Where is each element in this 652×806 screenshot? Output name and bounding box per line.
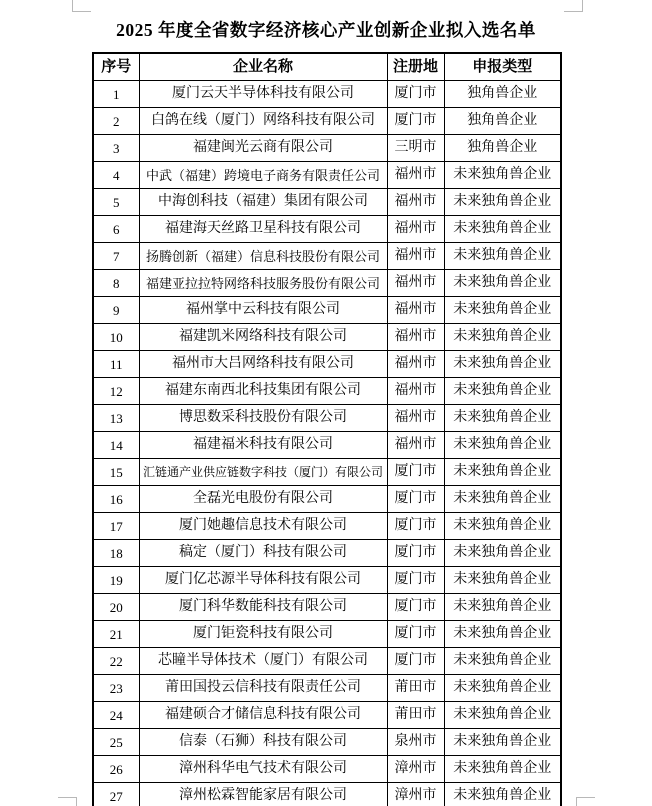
type-cell: 独角兽企业 [444,108,561,135]
table-body [93,81,561,806]
city-cell: 厦门市 [387,81,444,108]
city-cell: 福州市 [387,324,444,351]
city-cell: 厦门市 [387,486,444,513]
serial-cell: 14 [93,432,139,459]
type-cell: 未来独角兽企业 [444,243,561,270]
table-row [93,513,561,540]
table-row [93,432,561,459]
city-cell: 福州市 [387,405,444,432]
city-cell: 福州市 [387,162,444,189]
serial-cell: 17 [93,513,139,540]
company-cell: 福建东南西北科技集团有限公司 [139,378,387,405]
table-row [93,594,561,621]
company-cell: 福建凯米网络科技有限公司 [139,324,387,351]
serial-cell: 26 [93,756,139,783]
company-cell: 汇链通产业供应链数字科技（厦门）有限公司 [139,459,387,486]
city-cell: 福州市 [387,243,444,270]
company-cell: 福建闽光云商有限公司 [139,135,387,162]
serial-cell: 4 [93,162,139,189]
table-row [93,270,561,297]
serial-cell: 21 [93,621,139,648]
city-cell: 福州市 [387,432,444,459]
table-row [93,351,561,378]
table-row [93,486,561,513]
company-cell: 博思数采科技股份有限公司 [139,405,387,432]
table-row [93,675,561,702]
city-cell: 莆田市 [387,675,444,702]
table-row [93,540,561,567]
company-cell: 扬腾创新（福建）信息科技股份有限公司 [139,243,387,270]
table-header-row [93,53,561,81]
type-cell: 未来独角兽企业 [444,189,561,216]
company-cell: 稿定（厦门）科技有限公司 [139,540,387,567]
table-row [93,216,561,243]
serial-cell: 23 [93,675,139,702]
serial-cell: 18 [93,540,139,567]
type-cell: 未来独角兽企业 [444,459,561,486]
table-row [93,783,561,806]
serial-cell: 24 [93,702,139,729]
company-cell: 漳州科华电气技术有限公司 [139,756,387,783]
header-serial-number: 序号 [93,53,139,81]
company-cell: 厦门科华数能科技有限公司 [139,594,387,621]
table-row [93,162,561,189]
company-cell: 福建海天丝路卫星科技有限公司 [139,216,387,243]
serial-cell: 8 [93,270,139,297]
table-row [93,621,561,648]
type-cell: 未来独角兽企业 [444,675,561,702]
type-cell: 未来独角兽企业 [444,783,561,806]
city-cell: 福州市 [387,189,444,216]
city-cell: 厦门市 [387,540,444,567]
company-cell: 白鸽在线（厦门）网络科技有限公司 [139,108,387,135]
serial-cell: 25 [93,729,139,756]
type-cell: 独角兽企业 [444,81,561,108]
city-cell: 厦门市 [387,567,444,594]
type-cell: 未来独角兽企业 [444,351,561,378]
company-cell: 福建福米科技有限公司 [139,432,387,459]
company-cell: 中海创科技（福建）集团有限公司 [139,189,387,216]
serial-cell: 11 [93,351,139,378]
serial-cell: 9 [93,297,139,324]
table-row [93,81,561,108]
city-cell: 漳州市 [387,756,444,783]
city-cell: 福州市 [387,270,444,297]
type-cell: 未来独角兽企业 [444,513,561,540]
header-application-type: 申报类型 [444,53,561,81]
table-row [93,378,561,405]
company-cell: 厦门她趣信息技术有限公司 [139,513,387,540]
table-row [93,324,561,351]
city-cell: 厦门市 [387,459,444,486]
table-row [93,648,561,675]
type-cell: 未来独角兽企业 [444,270,561,297]
city-cell: 福州市 [387,216,444,243]
company-cell: 福州市大吕网络科技有限公司 [139,351,387,378]
type-cell: 未来独角兽企业 [444,216,561,243]
city-cell: 福州市 [387,297,444,324]
page-corner-mark-bottom-left [58,797,77,806]
table-row [93,135,561,162]
serial-cell: 15 [93,459,139,486]
serial-cell: 27 [93,783,139,806]
type-cell: 独角兽企业 [444,135,561,162]
type-cell: 未来独角兽企业 [444,324,561,351]
serial-cell: 2 [93,108,139,135]
type-cell: 未来独角兽企业 [444,594,561,621]
page-corner-mark-top-right [564,0,583,12]
city-cell: 厦门市 [387,108,444,135]
serial-cell: 5 [93,189,139,216]
type-cell: 未来独角兽企业 [444,648,561,675]
city-cell: 厦门市 [387,648,444,675]
city-cell: 厦门市 [387,513,444,540]
company-cell: 厦门亿芯源半导体科技有限公司 [139,567,387,594]
city-cell: 漳州市 [387,783,444,806]
page-corner-mark-top-left [72,0,91,12]
company-cell: 福建硕合才储信息科技有限公司 [139,702,387,729]
type-cell: 未来独角兽企业 [444,405,561,432]
table-row [93,243,561,270]
company-cell: 莆田国投云信科技有限责任公司 [139,675,387,702]
serial-cell: 1 [93,81,139,108]
type-cell: 未来独角兽企业 [444,432,561,459]
header-company-name: 企业名称 [139,53,387,81]
company-cell: 厦门钜瓷科技有限公司 [139,621,387,648]
type-cell: 未来独角兽企业 [444,540,561,567]
table-row [93,702,561,729]
company-cell: 全磊光电股份有限公司 [139,486,387,513]
serial-cell: 6 [93,216,139,243]
table-row [93,567,561,594]
serial-cell: 13 [93,405,139,432]
company-cell: 芯瞳半导体技术（厦门）有限公司 [139,648,387,675]
serial-cell: 3 [93,135,139,162]
city-cell: 厦门市 [387,621,444,648]
city-cell: 泉州市 [387,729,444,756]
table-row [93,297,561,324]
type-cell: 未来独角兽企业 [444,297,561,324]
type-cell: 未来独角兽企业 [444,702,561,729]
serial-cell: 12 [93,378,139,405]
company-cell: 漳州松霖智能家居有限公司 [139,783,387,806]
type-cell: 未来独角兽企业 [444,756,561,783]
serial-cell: 16 [93,486,139,513]
table-row [93,405,561,432]
company-cell: 福建亚拉拉特网络科技服务股份有限公司 [139,270,387,297]
table-row [93,729,561,756]
type-cell: 未来独角兽企业 [444,378,561,405]
type-cell: 未来独角兽企业 [444,621,561,648]
page-corner-mark-bottom-right [576,797,595,806]
city-cell: 福州市 [387,351,444,378]
serial-cell: 20 [93,594,139,621]
city-cell: 厦门市 [387,594,444,621]
company-cell: 信泰（石狮）科技有限公司 [139,729,387,756]
companies-table [92,52,562,806]
serial-cell: 10 [93,324,139,351]
city-cell: 三明市 [387,135,444,162]
page-title: 2025 年度全省数字经济核心产业创新企业拟入选名单 [116,20,536,40]
company-cell: 中武（福建）跨境电子商务有限责任公司 [139,162,387,189]
type-cell: 未来独角兽企业 [444,729,561,756]
table-row [93,189,561,216]
serial-cell: 22 [93,648,139,675]
serial-cell: 19 [93,567,139,594]
table-row [93,459,561,486]
serial-cell: 7 [93,243,139,270]
table-row [93,108,561,135]
type-cell: 未来独角兽企业 [444,162,561,189]
company-cell: 厦门云天半导体科技有限公司 [139,81,387,108]
type-cell: 未来独角兽企业 [444,567,561,594]
header-registration-place: 注册地 [387,53,444,81]
city-cell: 福州市 [387,378,444,405]
company-cell: 福州掌中云科技有限公司 [139,297,387,324]
table-row [93,756,561,783]
type-cell: 未来独角兽企业 [444,486,561,513]
city-cell: 莆田市 [387,702,444,729]
